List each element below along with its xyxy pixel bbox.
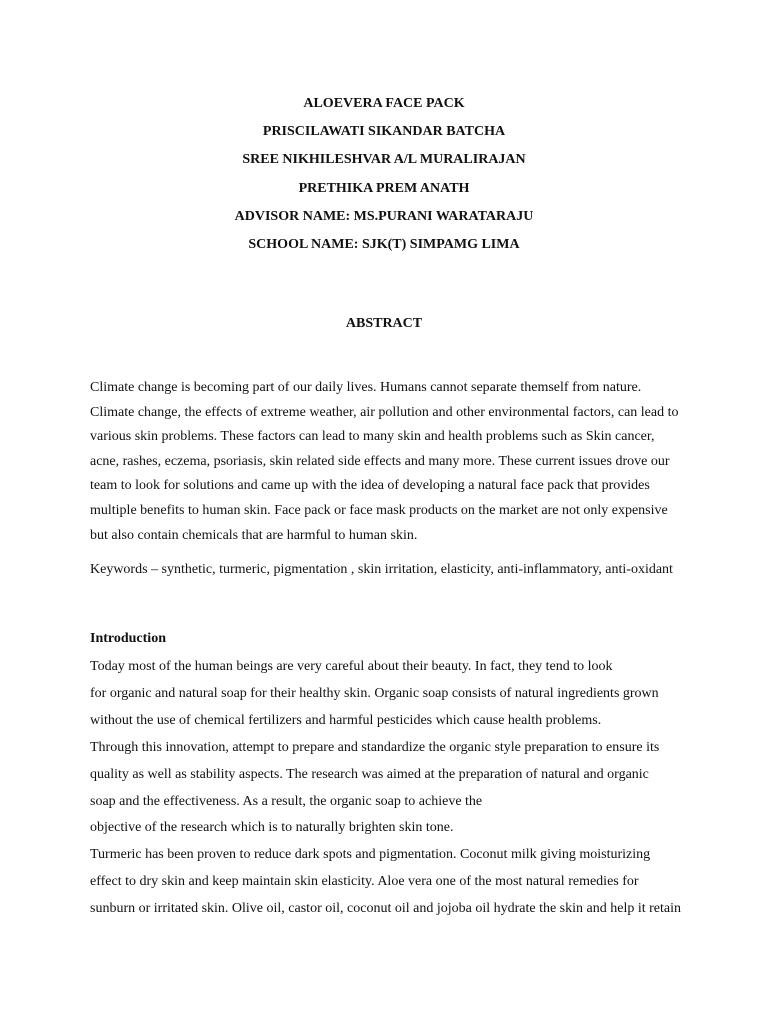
introduction-line: for organic and natural soap for their healthy skin. Organic soap consists of natural ingredients grown	[90, 685, 659, 701]
school-name: SCHOOL NAME: SJK(T) SIMPAMG LIMA	[248, 237, 520, 253]
abstract-line: Climate change, the effects of extreme weather, air pollution and other environmental factors, can lead to	[90, 404, 679, 420]
abstract-line: team to look for solutions and came up with the idea of developing a natural face pack that provides	[90, 478, 650, 494]
abstract-line: Climate change is becoming part of our daily lives. Humans cannot separate themself from nature.	[90, 380, 642, 395]
title-block	[0, 90, 768, 259]
project-title: ALOEVERA FACE PACK	[303, 96, 465, 111]
introduction-line: Turmeric has been proven to reduce dark spots and pigmentation. Coconut milk giving moisturizing	[90, 847, 651, 863]
introduction-line: Through this innovation, attempt to prepare and standardize the organic style preparation to ensure its	[90, 739, 660, 755]
abstract-line: various skin problems. These factors can lead to many skin and health problems such as Skin cancer,	[90, 429, 655, 445]
abstract-line: multiple benefits to human skin. Face pack or face mask products on the market are not only expensive	[90, 502, 668, 518]
introduction-line: sunburn or irritated skin. Olive oil, castor oil, coconut oil and jojoba oil hydrate the skin and help it retain	[90, 901, 681, 917]
introduction-line: effect to dry skin and keep maintain skin elasticity. Aloe vera one of the most natural remedies for	[90, 874, 639, 890]
introduction-line: soap and the effectiveness. As a result, the organic soap to achieve the	[90, 793, 483, 809]
abstract-line: acne, rashes, eczema, psoriasis, skin related side effects and many more. These current issues drove our	[90, 453, 670, 469]
introduction-line: quality as well as stability aspects. The research was aimed at the preparation of natural and organic	[90, 766, 649, 782]
abstract-paragraph	[90, 376, 690, 548]
abstract-line: but also contain chemicals that are harmful to human skin.	[90, 527, 418, 543]
abstract-heading: ABSTRACT	[345, 316, 423, 331]
introduction-paragraph	[90, 654, 700, 923]
introduction-line: without the use of chemical fertilizers and harmful pesticides which cause health problems.	[90, 712, 602, 728]
author-name-1: PRISCILAWATI SIKANDAR BATCHA	[262, 124, 506, 140]
author-name-2: SREE NIKHILESHVAR A/L MURALIRAJAN	[242, 152, 526, 168]
introduction-line: Today most of the human beings are very careful about their beauty. In fact, they tend to look	[90, 659, 613, 674]
author-name-3: PRETHIKA PREM ANATH	[298, 180, 470, 196]
introduction-heading: Introduction	[90, 631, 166, 646]
introduction-line: objective of the research which is to naturally brighten skin tone.	[90, 820, 454, 836]
keywords-line: Keywords – synthetic, turmeric, pigmentation , skin irritation, elasticity, anti-inflammatory, anti-oxidant	[90, 562, 673, 577]
advisor-name: ADVISOR NAME: MS.PURANI WARATARAJU	[234, 208, 534, 224]
